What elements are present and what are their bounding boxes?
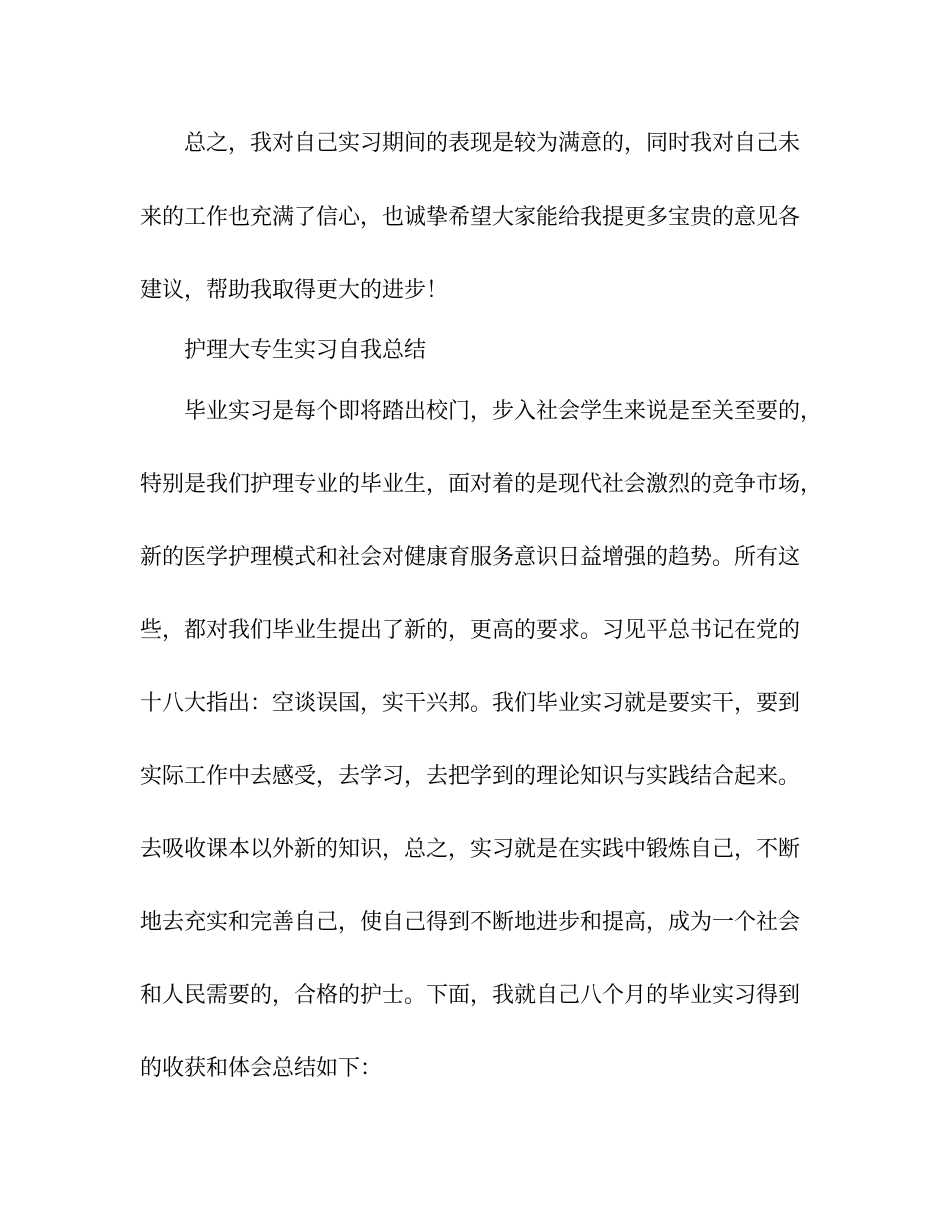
paragraph-line: 总之，我对自己实习期间的表现是较为满意的，同时我对自己未: [184, 131, 801, 156]
paragraph-line: 新的医学护理模式和社会对健康育服务意识日益增强的趋势。所有这: [140, 545, 801, 570]
paragraph-line: 和人民需要的，合格的护士。下面，我就自己八个月的毕业实习得到: [140, 983, 801, 1008]
paragraph-line: 建议，帮助我取得更大的进步！: [140, 278, 449, 303]
section-heading: 护理大专生实习自我总结: [184, 338, 427, 363]
paragraph-line: 来的工作也充满了信心，也诚挚希望大家能给我提更多宝贵的意见各: [140, 205, 801, 230]
paragraph-line: 的收获和体会总结如下：: [140, 1056, 383, 1081]
paragraph-line: 十八大指出：空谈误国，实干兴邦。我们毕业实习就是要实干，要到: [140, 691, 801, 716]
paragraph-line: 毕业实习是每个即将踏出校门，步入社会学生来说是至关至要的，: [184, 399, 823, 424]
paragraph-line: 些，都对我们毕业生提出了新的，更高的要求。习见平总书记在党的: [140, 618, 801, 643]
paragraph-line: 实际工作中去感受，去学习，去把学到的理论知识与实践结合起来。: [140, 764, 801, 789]
paragraph-line: 去吸收课本以外新的知识，总之，实习就是在实践中锻炼自己，不断: [140, 837, 801, 862]
paragraph-line: 特别是我们护理专业的毕业生，面对着的是现代社会激烈的竞争市场，: [140, 472, 823, 497]
paragraph-line: 地去充实和完善自己，使自己得到不断地进步和提高，成为一个社会: [140, 910, 801, 935]
